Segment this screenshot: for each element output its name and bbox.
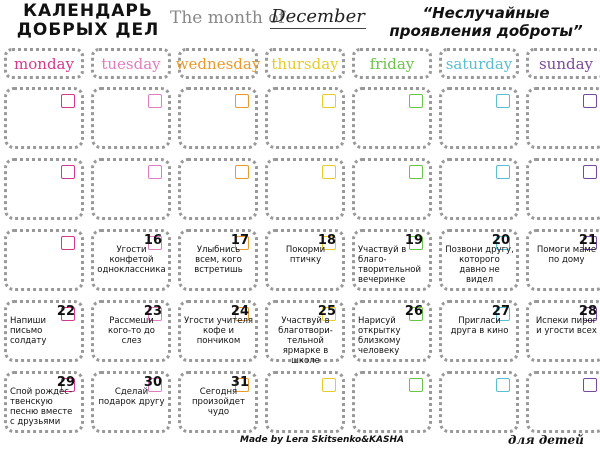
day-header-tuesday: tuesday	[91, 48, 171, 79]
day-task: Участвуй в благотвори-тельной ярмарке в школе	[278, 316, 333, 366]
day-cell	[439, 229, 519, 291]
day-cell	[526, 229, 600, 291]
day-cell	[439, 158, 519, 220]
day-cell	[178, 371, 258, 433]
day-cell	[526, 87, 600, 149]
day-checkbox[interactable]	[61, 236, 75, 250]
day-cell	[91, 300, 171, 362]
day-task: Пригласи друга в кино	[450, 316, 509, 336]
day-checkbox[interactable]	[148, 165, 162, 179]
day-checkbox[interactable]	[583, 165, 597, 179]
day-task: Покорми птичку	[285, 245, 326, 265]
month-prefix: The month of	[170, 8, 285, 28]
day-number: 19	[404, 233, 423, 248]
day-task: Спой рождес-твенскую песню вместе с друзьями	[10, 387, 73, 427]
day-number: 25	[317, 304, 336, 319]
day-header-monday: monday	[4, 48, 84, 79]
day-cell	[91, 87, 171, 149]
day-checkbox[interactable]	[409, 378, 423, 392]
day-checkbox[interactable]	[322, 94, 336, 108]
day-number: 20	[491, 233, 510, 248]
day-cell	[265, 300, 345, 366]
day-task: Позвони другу, которого давно не видел	[445, 245, 514, 285]
day-number: 17	[230, 233, 249, 248]
day-cell	[4, 300, 84, 362]
day-checkbox[interactable]	[583, 378, 597, 392]
day-cell	[4, 158, 84, 220]
day-number: 21	[578, 233, 597, 248]
day-number: 29	[56, 375, 75, 390]
day-task: Помоги маме по дому	[536, 245, 597, 265]
day-cell	[178, 87, 258, 149]
day-cell	[352, 371, 432, 433]
day-cell	[352, 229, 432, 291]
calendar-subtitle	[380, 4, 592, 40]
day-cell	[265, 87, 345, 149]
day-task: Рассмеши кого-то до слез	[108, 316, 155, 346]
day-cell	[178, 229, 258, 291]
day-cell	[178, 300, 258, 362]
day-number: 26	[404, 304, 423, 319]
day-number: 27	[491, 304, 510, 319]
footer-credit: Made by Lera Skitsenko&KASHA	[240, 435, 404, 445]
day-cell	[4, 229, 84, 291]
day-checkbox[interactable]	[583, 94, 597, 108]
day-checkbox[interactable]	[496, 94, 510, 108]
day-cell	[439, 87, 519, 149]
day-number: 16	[143, 233, 162, 248]
calendar-title	[8, 2, 168, 40]
month-name: December	[271, 6, 365, 27]
day-cell	[352, 300, 432, 362]
month-line	[170, 4, 370, 32]
day-checkbox[interactable]	[496, 165, 510, 179]
day-cell	[439, 371, 519, 433]
day-checkbox[interactable]	[61, 165, 75, 179]
day-number: 24	[230, 304, 249, 319]
day-task: Участвуй в благо-творительной вечеринке	[358, 245, 421, 285]
day-checkbox[interactable]	[322, 378, 336, 392]
day-cell	[265, 158, 345, 220]
day-number: 30	[143, 375, 162, 390]
day-checkbox[interactable]	[235, 165, 249, 179]
calendar-header	[0, 0, 600, 46]
day-number: 28	[578, 304, 597, 319]
day-cell	[526, 371, 600, 433]
day-cell	[439, 300, 519, 362]
calendar-title-line1: КАЛЕНДАРЬ	[23, 1, 153, 21]
day-number: 22	[56, 304, 75, 319]
day-task: Сделай подарок другу	[98, 387, 165, 407]
day-checkbox[interactable]	[235, 94, 249, 108]
day-number: 23	[143, 304, 162, 319]
day-number: 31	[230, 375, 249, 390]
day-checkbox[interactable]	[61, 94, 75, 108]
day-cell	[4, 87, 84, 149]
day-task: Напиши письмо солдату	[10, 316, 47, 346]
day-cell	[352, 158, 432, 220]
day-cell	[265, 371, 345, 433]
day-cell	[526, 158, 600, 220]
day-header-wednesday: wednesday	[178, 48, 258, 79]
day-checkbox[interactable]	[496, 378, 510, 392]
day-header-thursday: thursday	[265, 48, 345, 79]
day-cell	[178, 158, 258, 220]
day-cell	[4, 371, 84, 433]
day-cell	[526, 300, 600, 362]
calendar-subtitle-line2: проявления доброты”	[389, 22, 583, 40]
day-cell	[91, 158, 171, 220]
day-header-friday: friday	[352, 48, 432, 79]
day-number: 18	[317, 233, 336, 248]
day-task: Нарисуй открытку близкому человеку	[358, 316, 401, 356]
day-checkbox[interactable]	[409, 94, 423, 108]
day-checkbox[interactable]	[322, 165, 336, 179]
day-task: Угости конфетой одноклассника	[97, 245, 166, 275]
day-task: Сегодня произойдет чудо	[192, 387, 245, 417]
day-cell	[352, 87, 432, 149]
day-checkbox[interactable]	[409, 165, 423, 179]
day-checkbox[interactable]	[148, 94, 162, 108]
calendar-grid	[4, 48, 600, 442]
day-cell	[91, 371, 171, 433]
calendar-subtitle-line1: “Неслучайные	[422, 4, 550, 22]
day-header-sunday: sunday	[526, 48, 600, 79]
day-task: Улыбнись всем, кого встретишь	[194, 245, 243, 275]
footer-audience: для детей	[508, 433, 584, 447]
day-cell	[265, 229, 345, 291]
day-task: Угости учителя кофе и пончиком	[184, 316, 254, 346]
calendar-title-line2: ДОБРЫХ ДЕЛ	[16, 20, 160, 40]
day-header-saturday: saturday	[439, 48, 519, 79]
day-cell	[91, 229, 171, 291]
day-task: Испеки пирог и угости всех	[535, 316, 598, 336]
